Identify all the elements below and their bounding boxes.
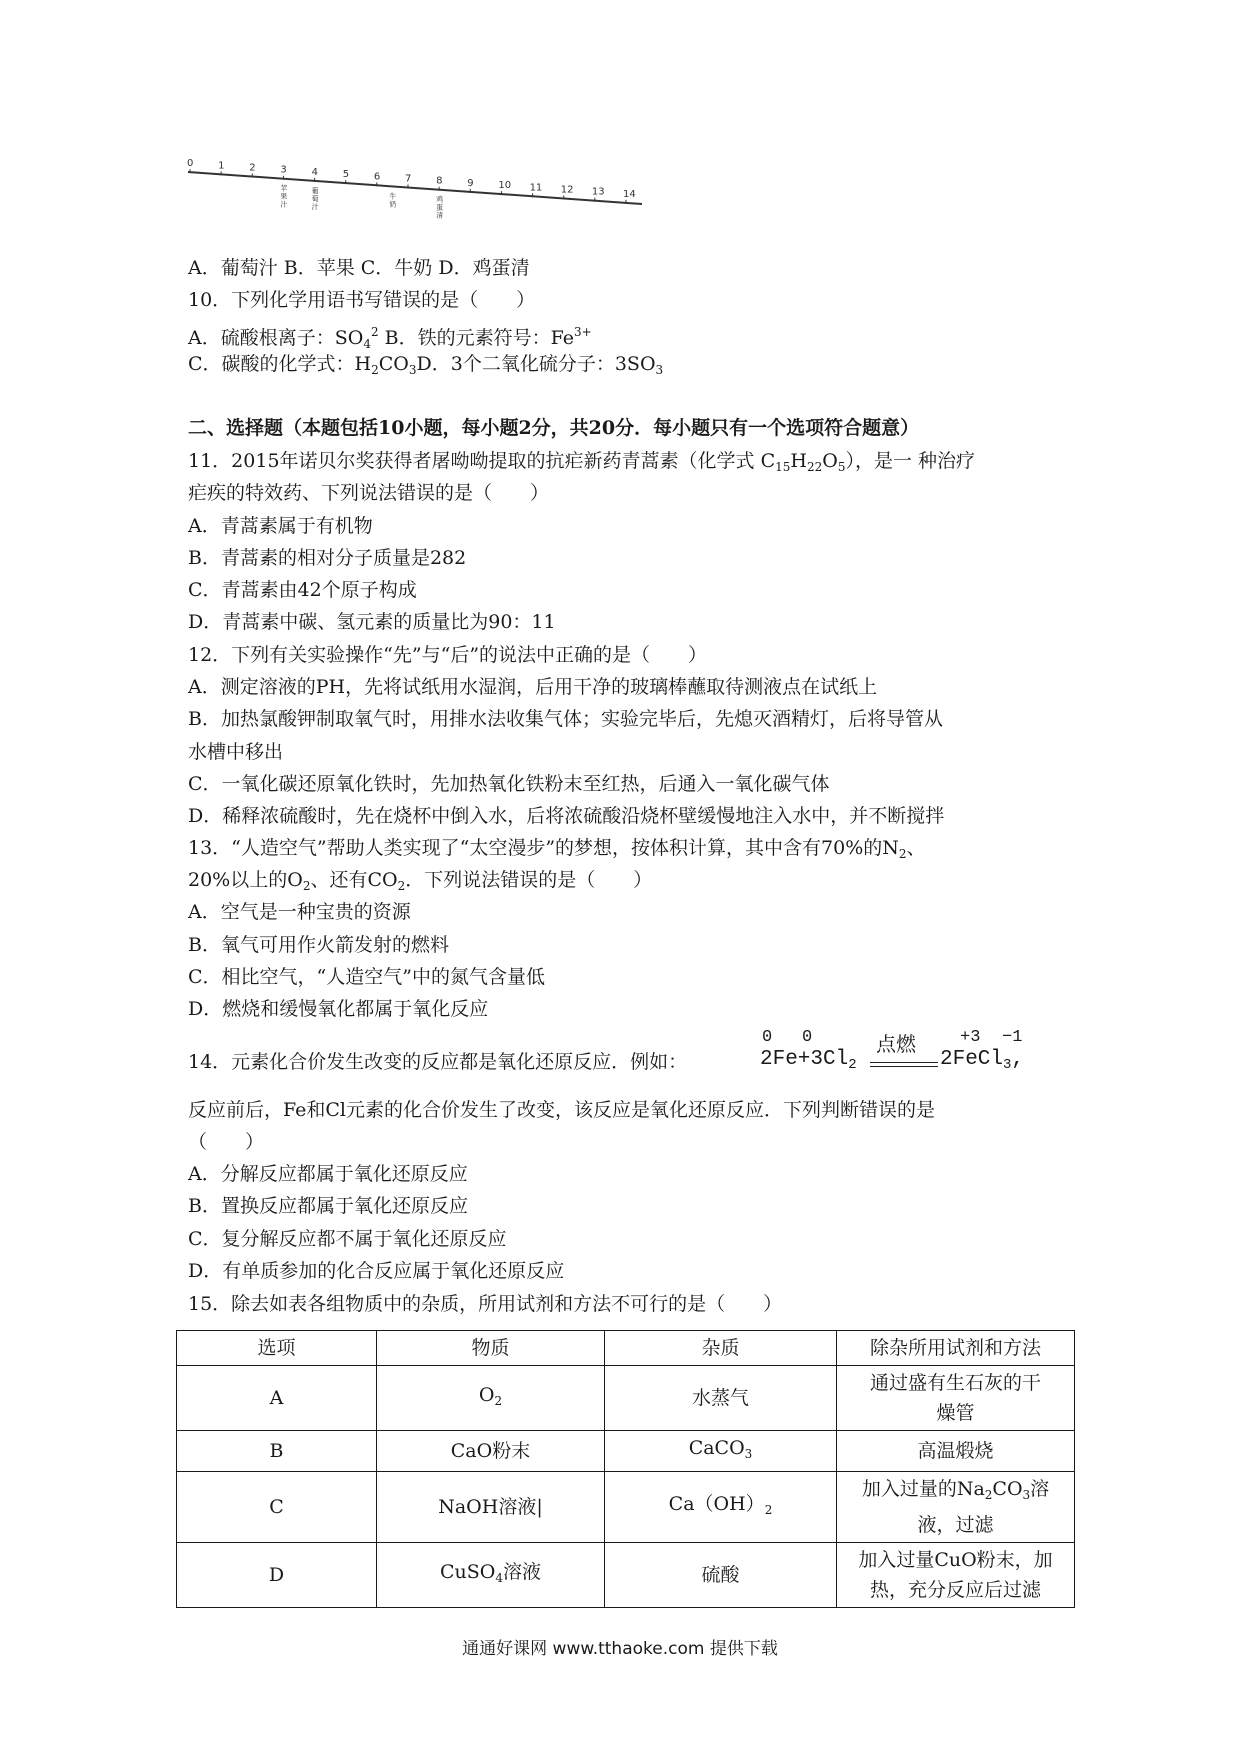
ph-axis-line xyxy=(188,172,642,204)
cell-option: D xyxy=(177,1543,377,1608)
cell-impurity xyxy=(605,1472,837,1543)
valence-fe: 0 xyxy=(762,1028,773,1047)
q13-option-d: D．燃烧和缓慢氧化都属于氧化反应 xyxy=(188,998,489,1020)
q11-option-b: B．青蒿素的相对分子质量是282 xyxy=(188,547,467,569)
q12-option-b-2: 水槽中移出 xyxy=(188,741,284,763)
q12-option-a: A．测定溶液的PH，先将试纸用水湿润，后用干净的玻璃棒蘸取待测液点在试纸上 xyxy=(188,676,878,698)
ph-tick-label: 1 xyxy=(218,160,225,172)
q13-stem-2 xyxy=(188,866,652,900)
cell-impurity: 硫酸 xyxy=(605,1543,837,1608)
q14-stem-1: 14．元素化合价发生改变的反应都是氧化还原反应．例如： xyxy=(188,1051,688,1073)
table-row xyxy=(177,1472,1075,1543)
q10-b: B．铁的元素符号：Fe xyxy=(378,327,574,349)
valence-cl1: −1 xyxy=(1002,1028,1023,1047)
q11-option-c: C．青蒿素由42个原子构成 xyxy=(188,579,417,601)
equation-left-sub: 2 xyxy=(848,1057,857,1073)
q13-n2-sub: 2 xyxy=(898,847,907,861)
ph-sample-label-char: 果 xyxy=(280,192,288,201)
redox-equation xyxy=(760,1028,1060,1092)
cell-substance: CaO粉末 xyxy=(377,1431,605,1472)
equation-right-text: 2FeCl xyxy=(940,1048,1004,1071)
q10-c-mid: CO xyxy=(378,353,409,375)
q12-stem: 12．下列有关实验操作“先”与“后”的说法中正确的是（ ） xyxy=(188,644,708,666)
ph-sample-label-char: 牛 xyxy=(389,192,397,201)
ph-sample-label-char: 鸡 xyxy=(436,195,444,204)
equation-left-text: 2Fe+3Cl xyxy=(760,1048,849,1071)
cell-method-sub2: 3 xyxy=(1022,1488,1031,1502)
section2-title: 二、选择题（本题包括10小题，每小题2分，共20分．每小题只有一个选项符合题意） xyxy=(188,417,920,439)
ph-tick-label: 6 xyxy=(373,171,381,183)
table-row xyxy=(177,1543,1075,1608)
q14-option-c: C．复分解反应都不属于氧化还原反应 xyxy=(188,1228,507,1250)
ph-tick-label: 2 xyxy=(249,162,256,174)
valence-fe3: +3 xyxy=(960,1028,981,1047)
impurity-table xyxy=(176,1330,1075,1608)
reaction-condition: 点燃 xyxy=(876,1032,916,1056)
ph-sample-label-char: 葡 xyxy=(311,186,319,195)
header-substance: 物质 xyxy=(377,1331,605,1366)
cell-substance-tail: 溶液 xyxy=(503,1561,542,1583)
cell-option: B xyxy=(177,1431,377,1472)
q11-stem-2: 疟疾的特效药、下列说法错误的是（ ） xyxy=(188,482,550,504)
q10-c: C．碳酸的化学式：H xyxy=(188,353,372,375)
ph-tick-label: 12 xyxy=(560,184,574,196)
q10-options-cd xyxy=(188,350,663,384)
q13-option-b: B．氧气可用作火箭发射的燃料 xyxy=(188,934,449,956)
cell-impurity-text: Ca（OH） xyxy=(668,1493,765,1515)
q13-o2-sub: 2 xyxy=(302,879,311,893)
ph-scale-svg xyxy=(186,148,646,220)
table-row xyxy=(177,1431,1075,1472)
cell-option: A xyxy=(177,1366,377,1431)
q14-option-a: A．分解反应都属于氧化还原反应 xyxy=(188,1163,468,1185)
cell-method xyxy=(837,1472,1075,1543)
q14-option-b: B．置换反应都属于氧化还原反应 xyxy=(188,1195,468,1217)
ph-sample-label-char: 清 xyxy=(436,211,444,220)
cell-method-b: CO xyxy=(992,1478,1023,1500)
ph-sample-label-char: 奶 xyxy=(389,200,397,209)
equation-right-sub: 3 xyxy=(1003,1057,1012,1073)
cell-substance-sub: 2 xyxy=(494,1394,503,1408)
ph-tick-label: 9 xyxy=(467,177,474,189)
cell-method-line2: 热，充分反应后过滤 xyxy=(869,1579,1041,1601)
q11-c-sub: 15 xyxy=(775,460,791,474)
q10-d-sub: 3 xyxy=(655,363,664,377)
q9-options: A．葡萄汁 B．苹果 C．牛奶 D．鸡蛋清 xyxy=(188,257,530,279)
q12-option-d: D．稀释浓硫酸时，先在烧杯中倒入水，后将浓硫酸沿烧杯壁缓慢地注入水中，并不断搅拌 xyxy=(188,805,945,827)
q11-option-d: D．青蒿素中碳、氢元素的质量比为90：11 xyxy=(188,611,556,633)
equation-comma: , xyxy=(1011,1048,1025,1071)
cell-method-line2: 液，过滤 xyxy=(917,1514,994,1536)
q10-stem: 10．下列化学用语书写错误的是（ ） xyxy=(188,289,536,311)
cell-impurity xyxy=(605,1431,837,1472)
q11-stem-1b: ），是一 种治疗 xyxy=(845,450,976,472)
q13-stem-1a: 13．“人造空气”帮助人类实现了“太空漫步”的梦想，按体积计算，其中含有70%的N xyxy=(188,837,899,859)
cell-substance: NaOH溶液| xyxy=(377,1472,605,1543)
q14-option-d: D．有单质参加的化合反应属于氧化还原反应 xyxy=(188,1260,565,1282)
q11-stem-1 xyxy=(188,447,975,481)
q15-stem: 15．除去如表各组物质中的杂质，所用试剂和方法不可行的是（ ） xyxy=(188,1293,783,1315)
q13-co2-sub: 2 xyxy=(397,879,406,893)
equation-right xyxy=(940,1048,1024,1073)
cell-method-line1: 加入过量CuO粉末，加 xyxy=(858,1549,1053,1571)
cell-method-sub1: 2 xyxy=(984,1488,993,1502)
ph-tick-label: 13 xyxy=(591,186,605,198)
cell-impurity: 水蒸气 xyxy=(605,1366,837,1431)
ph-sample-label-char: 汁 xyxy=(311,202,319,211)
q10-c-sub2: 3 xyxy=(408,363,417,377)
table-header-row xyxy=(177,1331,1075,1366)
q14-stem-3: （ ） xyxy=(188,1131,265,1153)
ph-sample-label-char: 汁 xyxy=(280,200,288,209)
cell-method-c: 溶 xyxy=(1030,1478,1050,1500)
q10-d: D．3个二氧化硫分子：3SO xyxy=(416,353,656,375)
cell-method-a: 加入过量的Na xyxy=(861,1478,985,1500)
cell-substance-text: CuSO xyxy=(439,1561,496,1583)
valence-cl: 0 xyxy=(802,1028,813,1047)
ph-tick-label: 5 xyxy=(342,169,350,181)
equation-bar-bottom xyxy=(870,1066,938,1067)
ph-tick-label: 7 xyxy=(405,173,412,185)
table-row xyxy=(177,1366,1075,1431)
ph-tick-label: 14 xyxy=(623,188,636,200)
q12-option-b-1: B．加热氯酸钾制取氧气时，用排水法收集气体；实验完毕后，先熄灭酒精灯，后将导管从 xyxy=(188,708,943,730)
cell-substance xyxy=(377,1543,605,1608)
q11-stem-1a: 11．2015年诺贝尔奖获得者屠呦呦提取的抗疟新药青蒿素（化学式 C xyxy=(188,450,776,472)
q10-a-sub: 4 xyxy=(363,337,371,351)
ph-tick-label: 8 xyxy=(436,175,443,187)
cell-method-line1: 通过盛有生石灰的干 xyxy=(869,1372,1041,1394)
cell-method xyxy=(837,1543,1075,1608)
cell-impurity-sub: 3 xyxy=(744,1447,753,1461)
q13-option-a: A．空气是一种宝贵的资源 xyxy=(188,901,411,923)
cell-impurity-text: CaCO xyxy=(688,1437,745,1459)
q11-h-sub: 22 xyxy=(806,460,823,474)
cell-substance xyxy=(377,1366,605,1431)
q11-option-a: A．青蒿素属于有机物 xyxy=(188,515,373,537)
q10-c-sub1: 2 xyxy=(371,363,379,377)
ph-tick-label: 0 xyxy=(187,158,194,170)
ph-sample-label-char: 苹 xyxy=(280,184,288,193)
ph-tick-label: 11 xyxy=(529,182,543,194)
q13-stem-2a: 20%以上的O xyxy=(188,869,303,891)
cell-impurity-sub: 2 xyxy=(764,1503,773,1517)
header-method: 除杂所用试剂和方法 xyxy=(837,1331,1075,1366)
equation-bar-top xyxy=(870,1062,938,1063)
q10-b-sup: 3+ xyxy=(574,325,592,339)
q13-stem-1b: 、 xyxy=(906,837,926,859)
ph-tick-label: 10 xyxy=(498,180,512,192)
q13-stem-2c: ．下列说法错误的是（ ） xyxy=(405,869,653,891)
cell-substance-sub: 4 xyxy=(495,1571,503,1585)
page-footer: 通通好课网 www.tthaoke.com 提供下载 xyxy=(462,1639,778,1659)
q12-option-c: C．一氧化碳还原氧化铁时，先加热氧化铁粉末至红热，后通入一氧化碳气体 xyxy=(188,773,830,795)
q10-a: A．硫酸根离子：SO xyxy=(188,327,364,349)
equation-left xyxy=(760,1048,857,1073)
q13-stem-1 xyxy=(188,834,926,868)
q11-o: O xyxy=(822,450,838,472)
q13-stem-2b: 、还有CO xyxy=(310,869,398,891)
q11-o-sub: 5 xyxy=(837,460,846,474)
ph-sample-label-char: 蛋 xyxy=(436,203,444,212)
ph-tick-label: 3 xyxy=(280,164,287,176)
ph-scale-figure xyxy=(186,148,646,220)
cell-method xyxy=(837,1366,1075,1431)
header-option: 选项 xyxy=(177,1331,377,1366)
cell-option: C xyxy=(177,1472,377,1543)
cell-method: 高温煅烧 xyxy=(837,1431,1075,1472)
q13-option-c: C．相比空气，“人造空气”中的氮气含量低 xyxy=(188,966,545,988)
q14-stem-2: 反应前后，Fe和Cl元素的化合价发生了改变，该反应是氧化还原反应．下列判断错误的是 xyxy=(188,1099,936,1121)
cell-method-line2: 燥管 xyxy=(936,1402,975,1424)
q11-h: H xyxy=(790,450,807,472)
cell-substance-text: O xyxy=(478,1384,495,1406)
q10-a-sup: 2 xyxy=(370,325,379,339)
header-impurity: 杂质 xyxy=(605,1331,837,1366)
ph-tick-label: 4 xyxy=(311,166,318,178)
ph-sample-label-char: 萄 xyxy=(311,194,319,203)
